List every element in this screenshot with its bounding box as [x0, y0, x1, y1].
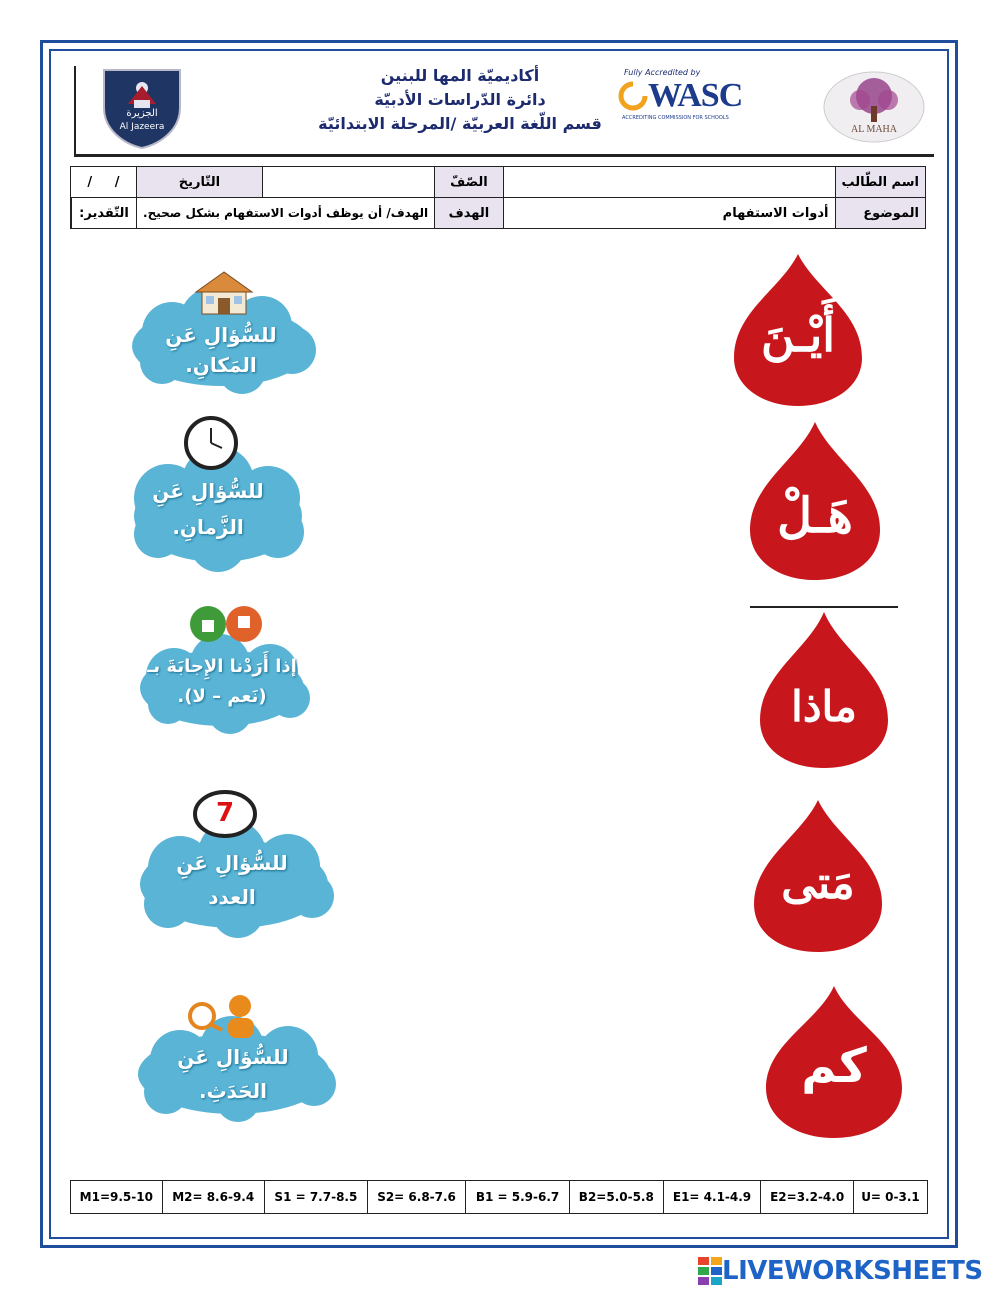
- drop-card[interactable]: [716, 250, 880, 410]
- meaning-cloud[interactable]: [122, 270, 320, 398]
- question-word: أَيْـنَ: [760, 308, 836, 362]
- grade-scale-cell: B1 = 5.9-6.7: [466, 1181, 570, 1214]
- meaning-line-1: للسُّؤالِ عَنِ: [152, 479, 264, 503]
- meaning-cloud[interactable]: [108, 416, 308, 574]
- clock-icon: [182, 416, 240, 470]
- grade-scale-cell: U= 0-3.1: [853, 1181, 927, 1214]
- al-jazeera-english: Al Jazeera: [119, 122, 165, 132]
- date-label: التّاريخ: [137, 167, 263, 198]
- date-field[interactable]: / /: [71, 167, 137, 198]
- grade-scale-table: [70, 1180, 928, 1214]
- meaning-cloud[interactable]: [128, 990, 338, 1124]
- meaning-cloud[interactable]: [130, 600, 314, 738]
- meaning-line-2: المَكانِ.: [185, 353, 257, 377]
- wasc-name: WASC: [648, 77, 743, 114]
- wasc-circle-icon: [618, 81, 648, 111]
- grade-scale-cell: E2=3.2-4.0: [761, 1181, 854, 1214]
- section-name: قسم اللّغة العربيّة /المرحلة الابتدائيّة: [318, 114, 602, 133]
- magnifier-figure-icon: [178, 990, 262, 1044]
- grade-scale-cell: M1=9.5-10: [71, 1181, 163, 1214]
- al-jazeera-arabic: الجزيرة: [126, 108, 158, 119]
- liveworksheets-text: LIVEWORKSHEETS: [722, 1256, 983, 1286]
- topic-label: الموضوع: [835, 198, 926, 229]
- grade-scale-cell: M2= 8.6-9.4: [162, 1181, 264, 1214]
- school-heading: [300, 64, 620, 136]
- drop-card[interactable]: [740, 418, 890, 583]
- department-name: دائرة الدّراسات الأدبيّة: [374, 90, 546, 109]
- student-name-label: اسم الطّالب: [835, 167, 926, 198]
- meaning-line-1: للسُّؤالِ عَنِ: [176, 851, 288, 875]
- header-divider-horizontal: [74, 154, 934, 157]
- meaning-line-2: الحَدَثِ.: [198, 1079, 268, 1103]
- goal-label: الهدف: [435, 198, 504, 229]
- grade-scale-cell: B2=5.0-5.8: [569, 1181, 663, 1214]
- al-maha-name: AL MAHA: [850, 124, 897, 135]
- header-divider-vertical: [74, 66, 76, 156]
- grade-scale-cell: S1 = 7.7-8.5: [264, 1181, 367, 1214]
- number-icon-value: 7: [215, 798, 235, 828]
- drop-card[interactable]: [742, 796, 894, 956]
- wasc-logo: [618, 68, 742, 121]
- al-maha-logo: [822, 70, 926, 148]
- grade-scale-cell: S2= 6.8-7.6: [367, 1181, 465, 1214]
- meaning-line-1: للسُّؤالِ عَنِ: [165, 323, 277, 347]
- meaning-cloud[interactable]: [128, 790, 336, 940]
- student-info-table: [70, 166, 926, 229]
- house-icon: [194, 270, 254, 316]
- goal-value: الهدف/ أن يوظف أدوات الاستفهام بشكل صحيح.: [137, 198, 435, 229]
- class-field[interactable]: [262, 167, 434, 198]
- question-word: مَتى: [781, 858, 855, 909]
- meaning-line-2: العدد: [208, 885, 256, 909]
- topic-value: أدوات الاستفهام: [503, 198, 835, 229]
- meaning-line-2: (نَعم – لا).: [177, 686, 267, 707]
- question-word: ماذا: [791, 682, 857, 731]
- grade-scale-cell: E1= 4.1-4.9: [663, 1181, 761, 1214]
- school-name: أكاديميّة المها للبنين: [380, 66, 540, 85]
- al-jazeera-logo: [98, 64, 186, 154]
- meaning-line-1: إذا أَرَدْنا الإِجابَةَ بـ: [147, 656, 297, 677]
- drop-card[interactable]: [750, 606, 898, 772]
- wasc-tagline: Fully Accredited by: [624, 68, 701, 77]
- thumbs-icon: [188, 600, 264, 644]
- student-name-field[interactable]: [503, 167, 835, 198]
- wasc-subtitle: ACCREDITING COMMISSION FOR SCHOOLS: [622, 115, 729, 121]
- liveworksheets-logo-icon: [698, 1257, 722, 1285]
- drop-card[interactable]: [744, 982, 924, 1142]
- liveworksheets-brand[interactable]: [698, 1256, 983, 1286]
- question-word: هَـلْ: [777, 488, 853, 544]
- grade-cell: [71, 198, 137, 229]
- meaning-line-2: الزَّمانِ.: [172, 515, 244, 539]
- class-label: الصّفّ: [435, 167, 504, 198]
- meaning-line-1: للسُّؤالِ عَنِ: [177, 1045, 289, 1069]
- grade-label: التّقدير:: [71, 198, 136, 228]
- question-word: كم: [801, 1038, 867, 1094]
